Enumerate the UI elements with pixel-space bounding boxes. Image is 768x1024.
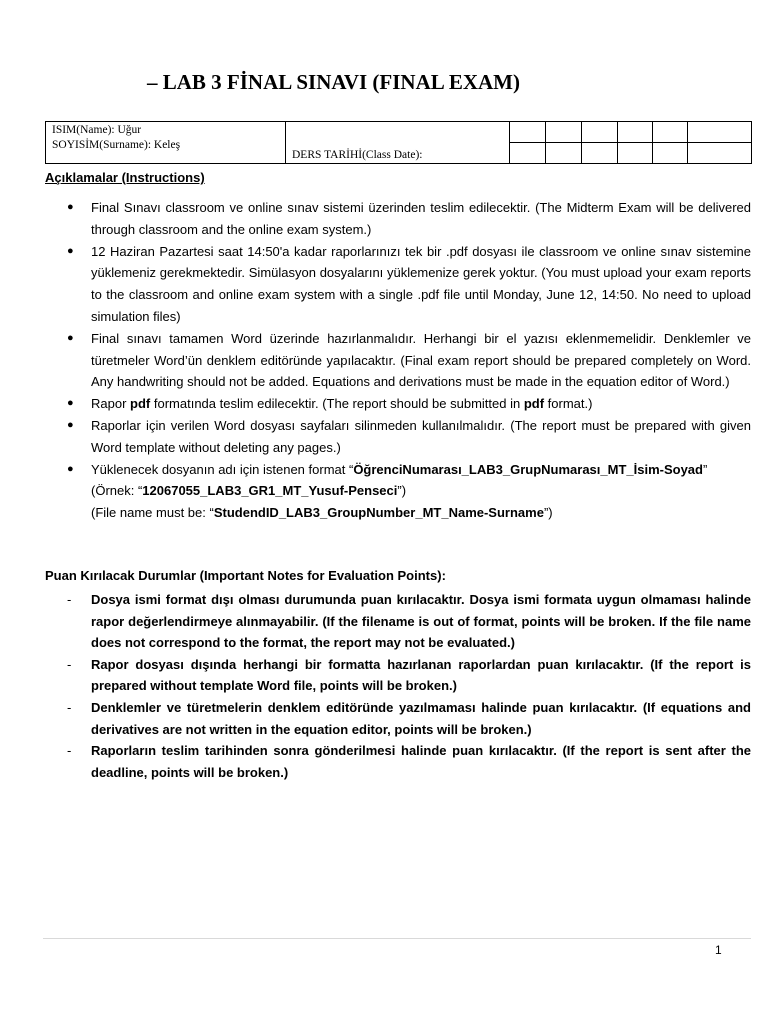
- dash-marker: -: [67, 656, 72, 672]
- list-item: [45, 241, 751, 328]
- instruction-text: Final sınavı tamamen Word üzerinde hazırlanmalıdır. Herhangi bir el yazısı eklenmemelidir. Denklemler ve türetmeler Word’ün denklem editöründe yapılacaktır. (Final exam report should be prepared completely on Word. Any handwriting should not be added. Equations and derivations must be made in the equation editor of Word.): [91, 330, 751, 390]
- list-item: [45, 740, 751, 783]
- evaluation-heading: Puan Kırılacak Durumlar (Important Notes for Evaluation Points):: [45, 568, 446, 583]
- date-box: [510, 143, 546, 164]
- instruction-text: format.): [544, 396, 593, 412]
- filename-example: 12067055_LAB3_GR1_MT_Yusuf-Penseci: [142, 483, 398, 499]
- list-item: [45, 393, 751, 415]
- name-line: ISIM(Name): Uğur: [52, 124, 142, 136]
- class-date-cell: [286, 122, 510, 164]
- list-item: [45, 415, 751, 459]
- bullet-icon: ●: [67, 462, 74, 475]
- instructions-list: [45, 197, 751, 524]
- surname-line: SOYISİM(Surname): Keleş: [52, 139, 181, 151]
- date-box: [618, 122, 653, 143]
- instruction-text: formatında teslim edilecektir. (The report should be submitted in: [150, 396, 524, 412]
- date-box: [653, 143, 688, 164]
- date-box: [546, 122, 582, 143]
- list-item: [45, 589, 751, 654]
- instruction-text: Rapor: [91, 396, 131, 412]
- page-title: – LAB 3 FİNAL SINAVI (FINAL EXAM): [147, 70, 520, 94]
- date-box: [653, 122, 688, 143]
- student-info-table: [45, 121, 752, 164]
- instruction-text: Raporlar için verilen Word dosyası sayfaları silinmeden kullanılmalıdır. (The report must be prepared with given Word template without deleting any pages.): [91, 417, 751, 455]
- evaluation-text: Denklemler ve türetmelerin denklem editöründe yazılmaması halinde puan kırılacaktır. (If equations and derivatives are not written in the equation editor, points will be broken.): [91, 699, 751, 737]
- bullet-icon: ●: [67, 331, 74, 344]
- filename-format-english: StudendID_LAB3_GroupNumber_MT_Name-Surname: [213, 505, 544, 521]
- date-box: [618, 143, 653, 164]
- list-item: [45, 328, 751, 393]
- dash-marker: -: [67, 699, 72, 715]
- date-box: [510, 122, 546, 143]
- filename-format: ÖğrenciNumarası_LAB3_GrupNumarası_MT_İsim-Soyad: [353, 461, 703, 477]
- date-box: [688, 122, 752, 143]
- bullet-icon: ●: [67, 397, 74, 410]
- dash-marker: -: [67, 743, 72, 759]
- list-item: [45, 197, 751, 241]
- instruction-text: Final Sınavı classroom ve online sınav sistemi üzerinden teslim edilecektir. (The Midterm Exam will be delivered through classroom and the online exam system.): [91, 200, 751, 237]
- evaluation-list: [45, 589, 751, 783]
- dash-marker: -: [67, 592, 72, 607]
- filename-english-line: (File name must be: “StudendID_LAB3_GroupNumber_MT_Name-Surname”): [91, 505, 553, 521]
- bullet-icon: ●: [67, 244, 74, 257]
- name-cell: [46, 122, 286, 164]
- filename-format-line: Yüklenecek dosyanın adı için istenen format “ÖğrenciNumarası_LAB3_GrupNumarası_MT_İsim-Soyad”: [91, 461, 708, 477]
- date-box: [582, 122, 618, 143]
- list-item: [45, 459, 751, 524]
- list-item: [45, 697, 751, 740]
- date-box: [582, 143, 618, 164]
- pdf-emphasis: pdf: [130, 396, 151, 412]
- date-box: [688, 143, 752, 164]
- evaluation-text: Rapor dosyası dışında herhangi bir formatta hazırlanan raporlardan puan kırılacaktır. (If the report is prepared without template Word file, points will be broken.): [91, 656, 751, 694]
- bullet-icon: ●: [67, 418, 74, 431]
- list-item: [45, 654, 751, 697]
- date-box: [546, 143, 582, 164]
- page-number: 1: [715, 943, 722, 957]
- pdf-emphasis: pdf: [523, 396, 545, 412]
- bullet-icon: ●: [67, 201, 74, 213]
- instructions-heading: Açıklamalar (Instructions): [45, 170, 205, 185]
- evaluation-text: Dosya ismi format dışı olması durumunda puan kırılacaktır. Dosya ismi formata uygun olmaması halinde rapor değerlendirmeye alınmayabilir. (If the filename is out of format, points will be broken. If the file name does not correspond to the format, the report may not be evaluated.): [91, 592, 751, 651]
- footer-divider: [43, 938, 751, 939]
- class-date-label: DERS TARİHİ(Class Date):: [292, 149, 423, 161]
- filename-example-line: (Örnek: “12067055_LAB3_GR1_MT_Yusuf-Penseci”): [91, 483, 407, 499]
- instruction-text: 12 Haziran Pazartesi saat 14:50'a kadar raporlarınızı tek bir .pdf dosyası ile classroom ve online sınav sistemine yüklemeniz gerekmektedir. Simülasyon dosyalarını yüklemenize gerek yoktur. (You must upload your exam reports to the classroom and online exam system with a single .pdf file until Monday, June 12, 14:50. No need to upload simulation files): [91, 243, 751, 324]
- evaluation-text: Raporların teslim tarihinden sonra gönderilmesi halinde puan kırılacaktır. (If the report is sent after the deadline, points will be broken.): [91, 743, 751, 780]
